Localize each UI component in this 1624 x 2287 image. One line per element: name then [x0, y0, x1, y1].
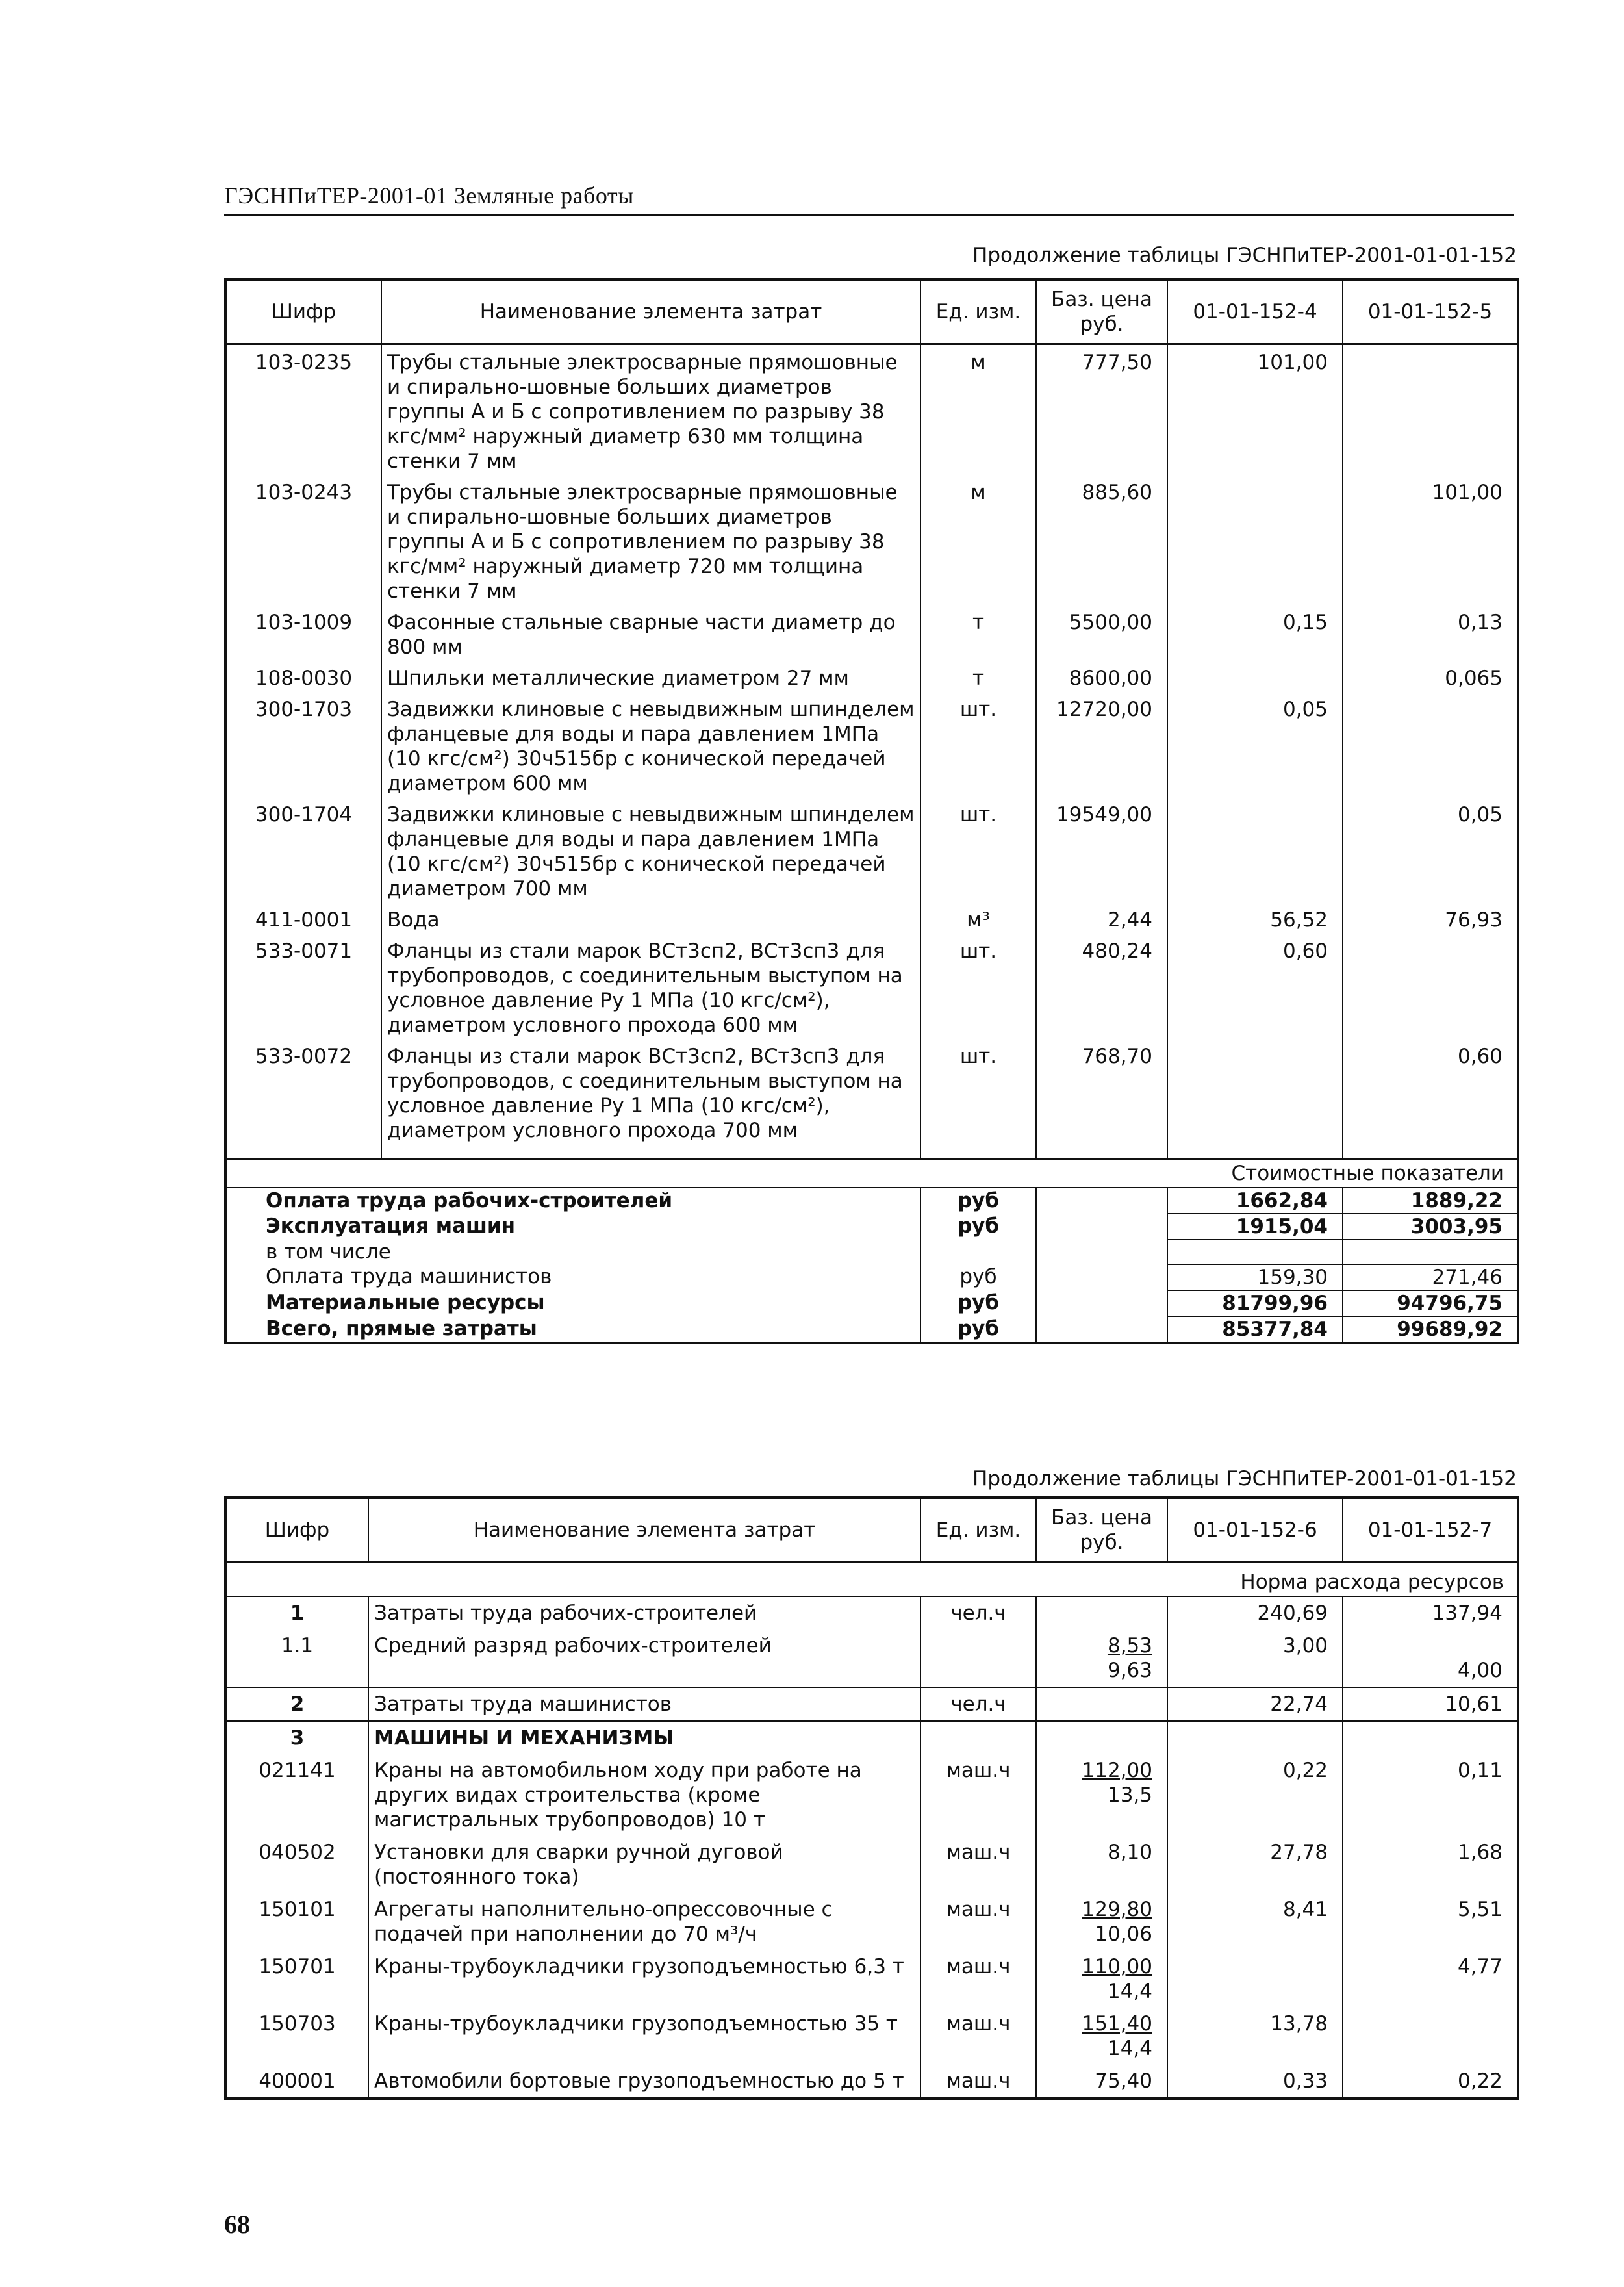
row-value-a: 240,69 — [1167, 1596, 1343, 1629]
row-price — [1036, 2065, 1167, 2099]
row-code: 103-1009 — [225, 605, 381, 661]
col-header-price: Баз. цена руб. — [1036, 1498, 1167, 1563]
row-value-a — [1167, 475, 1343, 605]
row-name: Краны-трубоукладчики грузоподъемностью 35 т — [368, 2008, 920, 2065]
row-value-a — [1167, 1721, 1343, 1754]
row-value-a: 0,60 — [1167, 934, 1343, 1039]
row-unit: маш.ч — [920, 2065, 1036, 2099]
row-unit: маш.ч — [920, 1950, 1036, 2008]
cost-unit: руб — [920, 1316, 1036, 1343]
cost-price — [1036, 1240, 1167, 1264]
table1-caption: Продолжение таблицы ГЭСНПиТЕР-2001-01-01-152 — [972, 244, 1517, 267]
row-unit: м³ — [920, 902, 1036, 934]
table-row — [225, 692, 1518, 797]
row-code: 150701 — [225, 1950, 368, 2008]
row-name: Шпильки металлические диаметром 27 мм — [381, 661, 920, 692]
row-value-b: 4,77 — [1343, 1950, 1518, 2008]
row-code: 103-0235 — [225, 344, 381, 476]
row-value-a: 56,52 — [1167, 902, 1343, 934]
cost-row — [225, 1240, 1518, 1264]
row-name: Средний разряд рабочих-строителей — [368, 1629, 920, 1687]
col-header-code: Шифр — [225, 1498, 368, 1563]
row-name: МАШИНЫ И МЕХАНИЗМЫ — [368, 1721, 920, 1754]
row-code: 400001 — [225, 2065, 368, 2099]
row-value-b: 4,00 — [1343, 1629, 1518, 1687]
row-name: Фланцы из стали марок ВСт3сп2, ВСт3сп3 для трубопроводов, с соединительным выступом на условное давление Ру 1 МПа (10 кгс/см²), диаметром условного прохода 600 мм — [381, 934, 920, 1039]
table-row — [225, 1836, 1518, 1893]
table-row — [225, 2065, 1518, 2099]
row-price: 5500,00 — [1036, 605, 1167, 661]
cost-value-b: 3003,95 — [1343, 1214, 1518, 1240]
cost-row — [225, 1264, 1518, 1290]
row-price: 12720,00 — [1036, 692, 1167, 797]
row-value-a — [1167, 661, 1343, 692]
cost-value-a: 1662,84 — [1167, 1188, 1343, 1214]
norm-header: Норма расхода ресурсов — [225, 1563, 1518, 1597]
cost-label: Оплата труда рабочих-строителей — [266, 1189, 673, 1212]
col-header-a: 01-01-152-6 — [1167, 1498, 1343, 1563]
row-price: 480,24 — [1036, 934, 1167, 1039]
row-name: Задвижки клиновые с невыдвижным шпинделем фланцевые для воды и пара давлением 1МПа (10 кгс/см²) 30ч515бр с конической передачей диаметром 600 мм — [381, 692, 920, 797]
table-row — [225, 1596, 1518, 1629]
row-code: 103-0243 — [225, 475, 381, 605]
row-name: Фланцы из стали марок ВСт3сп2, ВСт3сп3 для трубопроводов, с соединительным выступом на условное давление Ру 1 МПа (10 кгс/см²), диаметром условного прохода 700 мм — [381, 1039, 920, 1144]
row-name: Трубы стальные электросварные прямошовные и спирально-шовные больших диаметров группы А и Б с сопротивлением по разрыву 38 кгс/мм² наружный диаметр 630 мм толщина стенки 7 мм — [381, 344, 920, 476]
cost-header-row — [225, 1159, 1518, 1188]
page-number: 68 — [224, 2210, 250, 2239]
cost-price — [1036, 1316, 1167, 1343]
row-code: 533-0071 — [225, 934, 381, 1039]
row-code: 300-1703 — [225, 692, 381, 797]
price-subvalue: 9,63 — [1107, 1659, 1152, 1682]
spacer-cell — [381, 1144, 920, 1159]
cost-row — [225, 1316, 1518, 1343]
row-code: 040502 — [225, 1836, 368, 1893]
row-code: 150703 — [225, 2008, 368, 2065]
price-value: 75,40 — [1095, 2069, 1152, 2093]
cost-unit: руб — [920, 1214, 1036, 1240]
row-name: Вода — [381, 902, 920, 934]
table-row — [225, 475, 1518, 605]
table-row — [225, 2008, 1518, 2065]
row-price: 8600,00 — [1036, 661, 1167, 692]
row-name: Краны на автомобильном ходу при работе на других видах строительства (кроме магистральных трубопроводов) 10 т — [368, 1754, 920, 1836]
row-unit: маш.ч — [920, 2008, 1036, 2065]
row-value-a: 13,78 — [1167, 2008, 1343, 2065]
row-name: Затраты труда машинистов — [368, 1687, 920, 1721]
row-code: 300-1704 — [225, 797, 381, 902]
row-value-a — [1167, 1950, 1343, 2008]
row-unit: маш.ч — [920, 1754, 1036, 1836]
norm-header-row — [225, 1563, 1518, 1597]
row-price — [1036, 1629, 1167, 1687]
price-subvalue: 14,4 — [1107, 1980, 1152, 2003]
row-price — [1036, 1596, 1167, 1629]
spacer-row — [225, 1144, 1518, 1159]
row-value-b — [1343, 1721, 1518, 1754]
row-value-b — [1343, 934, 1518, 1039]
row-price: 2,44 — [1036, 902, 1167, 934]
table-row — [225, 1754, 1518, 1836]
row-value-a: 27,78 — [1167, 1836, 1343, 1893]
col-header-name: Наименование элемента затрат — [381, 279, 920, 344]
row-unit: чел.ч — [920, 1596, 1036, 1629]
col-header-price: Баз. цена руб. — [1036, 279, 1167, 344]
row-code: 021141 — [225, 1754, 368, 1836]
row-value-a: 0,33 — [1167, 2065, 1343, 2099]
row-value-b — [1343, 692, 1518, 797]
row-code: 150101 — [225, 1893, 368, 1950]
row-unit: т — [920, 661, 1036, 692]
row-unit: м — [920, 344, 1036, 476]
row-price — [1036, 1754, 1167, 1836]
row-name: Агрегаты наполнительно-опрессовочные с подачей при наполнении до 70 м³/ч — [368, 1893, 920, 1950]
row-value-b: 0,11 — [1343, 1754, 1518, 1836]
col-header-a: 01-01-152-4 — [1167, 279, 1343, 344]
row-code: 533-0072 — [225, 1039, 381, 1144]
row-value-a: 3,00 — [1167, 1629, 1343, 1687]
row-name: Задвижки клиновые с невыдвижным шпинделем фланцевые для воды и пара давлением 1МПа (10 кгс/см²) 30ч515бр с конической передачей диаметром 700 мм — [381, 797, 920, 902]
resource-table-2 — [224, 1496, 1519, 2100]
table-row — [225, 1687, 1518, 1721]
cost-header: Стоимостные показатели — [225, 1159, 1518, 1188]
price-value: 110,00 — [1082, 1955, 1152, 1978]
cost-price — [1036, 1290, 1167, 1316]
row-unit: м — [920, 475, 1036, 605]
price-subvalue: 14,4 — [1107, 2037, 1152, 2060]
row-name: Краны-трубоукладчики грузоподъемностью 6,3 т — [368, 1950, 920, 2008]
cost-label: Материальные ресурсы — [266, 1291, 545, 1314]
row-code: 411-0001 — [225, 902, 381, 934]
row-name: Фасонные стальные сварные части диаметр до 800 мм — [381, 605, 920, 661]
cost-value-b: 1889,22 — [1343, 1188, 1518, 1214]
cost-label: Оплата труда машинистов — [266, 1265, 552, 1288]
table-row — [225, 344, 1518, 476]
col-header-b: 01-01-152-5 — [1343, 279, 1518, 344]
col-header-name: Наименование элемента затрат — [368, 1498, 920, 1563]
row-value-a: 0,05 — [1167, 692, 1343, 797]
row-value-a — [1167, 1039, 1343, 1144]
price-value: 129,80 — [1082, 1898, 1152, 1921]
row-price — [1036, 1836, 1167, 1893]
row-value-b: 0,05 — [1343, 797, 1518, 902]
col-header-unit: Ед. изм. — [920, 279, 1036, 344]
row-value-a — [1167, 797, 1343, 902]
row-value-a: 8,41 — [1167, 1893, 1343, 1950]
row-value-b: 0,065 — [1343, 661, 1518, 692]
header-rule — [224, 214, 1514, 216]
row-name: Трубы стальные электросварные прямошовные и спирально-шовные больших диаметров группы А и Б с сопротивлением по разрыву 38 кгс/мм² наружный диаметр 720 мм толщина стенки 7 мм — [381, 475, 920, 605]
row-price: 777,50 — [1036, 344, 1167, 476]
row-unit — [920, 1629, 1036, 1687]
row-name: Установки для сварки ручной дуговой (постоянного тока) — [368, 1836, 920, 1893]
row-code: 108-0030 — [225, 661, 381, 692]
row-price — [1036, 1893, 1167, 1950]
row-value-a: 101,00 — [1167, 344, 1343, 476]
spacer-cell — [1343, 1144, 1518, 1159]
table1-header-row — [225, 279, 1518, 344]
table2-caption: Продолжение таблицы ГЭСНПиТЕР-2001-01-01-152 — [972, 1467, 1517, 1490]
cost-value-a — [1167, 1240, 1343, 1264]
table-row — [225, 1721, 1518, 1754]
row-name: Автомобили бортовые грузоподъемностью до 5 т — [368, 2065, 920, 2099]
row-value-b: 0,22 — [1343, 2065, 1518, 2099]
row-code: 1.1 — [225, 1629, 368, 1687]
row-price — [1036, 1950, 1167, 2008]
cost-price — [1036, 1188, 1167, 1214]
row-unit: т — [920, 605, 1036, 661]
row-unit: шт. — [920, 1039, 1036, 1144]
col-header-unit: Ед. изм. — [920, 1498, 1036, 1563]
table-row — [225, 1950, 1518, 2008]
cost-price — [1036, 1264, 1167, 1290]
cost-value-a: 81799,96 — [1167, 1290, 1343, 1316]
table-row — [225, 661, 1518, 692]
price-subvalue: 10,06 — [1095, 1923, 1152, 1946]
row-value-b: 76,93 — [1343, 902, 1518, 934]
row-unit: маш.ч — [920, 1893, 1036, 1950]
row-name: Затраты труда рабочих-строителей — [368, 1596, 920, 1629]
spacer-cell — [1036, 1144, 1167, 1159]
price-subvalue: 13,5 — [1107, 1783, 1152, 1807]
cost-unit: руб — [920, 1188, 1036, 1214]
cost-row — [225, 1214, 1518, 1240]
cost-unit: руб — [920, 1290, 1036, 1316]
row-value-b: 5,51 — [1343, 1893, 1518, 1950]
row-value-b: 101,00 — [1343, 475, 1518, 605]
spacer-cell — [920, 1144, 1036, 1159]
price-value: 8,53 — [1107, 1634, 1152, 1657]
table-row — [225, 934, 1518, 1039]
table-row — [225, 902, 1518, 934]
row-value-a: 22,74 — [1167, 1687, 1343, 1721]
row-price: 885,60 — [1036, 475, 1167, 605]
cost-row — [225, 1188, 1518, 1214]
row-value-a: 0,22 — [1167, 1754, 1343, 1836]
table-row — [225, 797, 1518, 902]
table-row — [225, 1629, 1518, 1687]
row-price — [1036, 2008, 1167, 2065]
cost-label: в том числе — [266, 1240, 391, 1264]
cost-price — [1036, 1214, 1167, 1240]
cost-value-b: 94796,75 — [1343, 1290, 1518, 1316]
cost-value-b: 271,46 — [1343, 1264, 1518, 1290]
row-value-b: 137,94 — [1343, 1596, 1518, 1629]
price-value: 151,40 — [1082, 2012, 1152, 2036]
row-unit: чел.ч — [920, 1687, 1036, 1721]
row-value-b: 1,68 — [1343, 1836, 1518, 1893]
cost-label: Всего, прямые затраты — [266, 1317, 537, 1340]
cost-label: Эксплуатация машин — [266, 1214, 516, 1238]
resource-table-1 — [224, 278, 1519, 1344]
table-row — [225, 1039, 1518, 1144]
cost-unit — [920, 1240, 1036, 1264]
col-header-b: 01-01-152-7 — [1343, 1498, 1518, 1563]
running-header: ГЭСНПиТЕР-2001-01 Земляные работы — [224, 183, 634, 209]
row-price — [1036, 1721, 1167, 1754]
price-value: 112,00 — [1082, 1759, 1152, 1782]
row-unit: шт. — [920, 797, 1036, 902]
row-unit: шт. — [920, 934, 1036, 1039]
row-unit: шт. — [920, 692, 1036, 797]
row-unit — [920, 1721, 1036, 1754]
cost-unit: руб — [920, 1264, 1036, 1290]
row-value-b — [1343, 344, 1518, 476]
spacer-cell — [1167, 1144, 1343, 1159]
cost-value-a: 85377,84 — [1167, 1316, 1343, 1343]
cost-row — [225, 1290, 1518, 1316]
table-row — [225, 1893, 1518, 1950]
row-code: 3 — [225, 1721, 368, 1754]
row-value-b — [1343, 2008, 1518, 2065]
row-price: 19549,00 — [1036, 797, 1167, 902]
row-code: 1 — [225, 1596, 368, 1629]
row-price — [1036, 1687, 1167, 1721]
cost-value-a: 1915,04 — [1167, 1214, 1343, 1240]
cost-value-a: 159,30 — [1167, 1264, 1343, 1290]
row-value-b: 10,61 — [1343, 1687, 1518, 1721]
col-header-code: Шифр — [225, 279, 381, 344]
spacer-cell — [225, 1144, 381, 1159]
row-value-b: 0,60 — [1343, 1039, 1518, 1144]
table2-header-row — [225, 1498, 1518, 1563]
table-row — [225, 605, 1518, 661]
row-unit: маш.ч — [920, 1836, 1036, 1893]
cost-value-b: 99689,92 — [1343, 1316, 1518, 1343]
row-value-a: 0,15 — [1167, 605, 1343, 661]
row-price: 768,70 — [1036, 1039, 1167, 1144]
row-value-b: 0,13 — [1343, 605, 1518, 661]
price-value: 8,10 — [1107, 1841, 1152, 1864]
row-code: 2 — [225, 1687, 368, 1721]
cost-value-b — [1343, 1240, 1518, 1264]
